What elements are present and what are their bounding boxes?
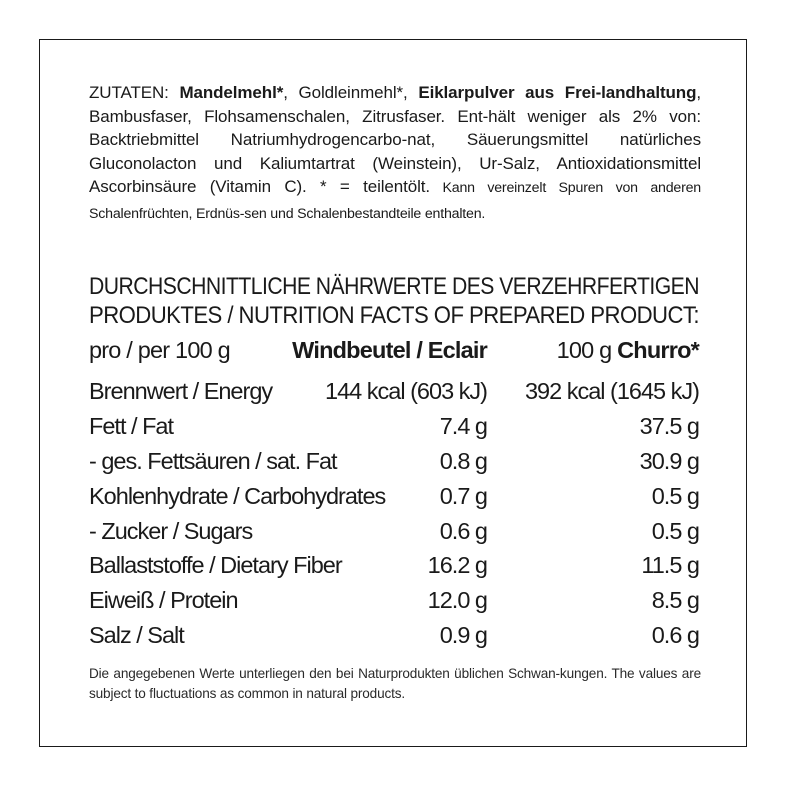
churro-amount-label: 100 g (556, 337, 618, 363)
row-label: Salz / Salt (89, 622, 184, 649)
churro-value: 0.5 g (651, 482, 699, 509)
row-label: Brennwert / Energy (89, 378, 273, 404)
column-eclair-header: Windbeutel / Eclair (292, 337, 487, 363)
row-label: Fett / Fat (89, 412, 174, 439)
row-label: - Zucker / Sugars (89, 517, 253, 544)
eclair-value: 0.6 g (439, 517, 487, 544)
eclair-value: 7.4 g (439, 412, 487, 439)
ingredient-egg-white-powder: Eiklarpulver aus Frei-landhaltung (418, 83, 697, 102)
eclair-value: 16.2 g (427, 552, 487, 579)
nutrition-table (89, 378, 699, 657)
per-100g-label: pro / per 100 g (89, 337, 230, 363)
eclair-value: 144 kcal (603 kJ) (325, 378, 487, 404)
nutrition-column-header (89, 337, 699, 367)
churro-value: 30.9 g (639, 447, 699, 474)
nutrition-heading-line-1: DURCHSCHNITTLICHE NÄHRWERTE DES VERZEHRFERTIGEN (89, 273, 699, 300)
row-label: Ballaststoffe / Dietary Fiber (89, 552, 342, 579)
eclair-value: 0.7 g (439, 482, 487, 509)
nutrition-row-salt (89, 622, 699, 657)
nutrition-row-saturated-fat (89, 448, 699, 483)
ingredients-prefix: ZUTATEN: (89, 83, 180, 102)
churro-value: 8.5 g (651, 587, 699, 614)
nutrition-row-energy (89, 378, 699, 413)
nutrition-row-dietary-fiber (89, 552, 699, 587)
ingredients-separator: , Goldleinmehl*, (283, 83, 419, 102)
eclair-value: 12.0 g (427, 587, 487, 614)
eclair-value: 0.9 g (439, 622, 487, 649)
churro-value: 392 kcal (1645 kJ) (524, 378, 699, 404)
ingredient-almond-flour: Mandelmehl* (179, 83, 284, 102)
fluctuation-footnote: Die angegebenen Werte unterliegen den bei Naturprodukten üblichen Schwan-kungen. The values are subject to fluctuations as common in natural products. (89, 666, 701, 701)
column-churro-header (557, 337, 699, 364)
allergen-traces-note: Kann vereinzelt Spuren von anderen Schalenfrüchten, Erdnüs-sen und Schalenbestandteile enthalten. (89, 180, 701, 222)
nutrition-row-fat (89, 413, 699, 448)
row-label: - ges. Fettsäuren / sat. Fat (89, 447, 337, 474)
churro-label: Churro* (617, 337, 699, 363)
eclair-value: 0.8 g (439, 447, 487, 474)
ingredients-rest: , Bambusfaser, Flohsamenschalen, Zitrusfaser. Ent-hält weniger als 2% von: Backtriebmittel Natriumhydrogencarbo-nat, Säuerungsmittel natürliches Gluconolacton und Kaliumtartrat (Weinstein), Ur-Salz, Antioxidationsmittel Ascorbinsäure (Vitamin C). * = teilentölt. (89, 83, 701, 196)
nutrition-heading-line-2: PRODUKTES / NUTRITION FACTS OF PREPARED PRODUCT: (89, 302, 699, 329)
ingredients-text (89, 81, 701, 226)
row-label: Kohlenhydrate / Carbohydrates (89, 482, 386, 509)
churro-value: 37.5 g (639, 412, 699, 439)
nutrition-row-carbohydrates (89, 483, 699, 518)
nutrition-row-protein (89, 587, 699, 622)
nutrition-row-sugars (89, 518, 699, 553)
churro-value: 0.6 g (651, 622, 699, 649)
churro-value: 0.5 g (651, 517, 699, 544)
churro-value: 11.5 g (641, 552, 699, 579)
row-label: Eiweiß / Protein (89, 587, 238, 614)
